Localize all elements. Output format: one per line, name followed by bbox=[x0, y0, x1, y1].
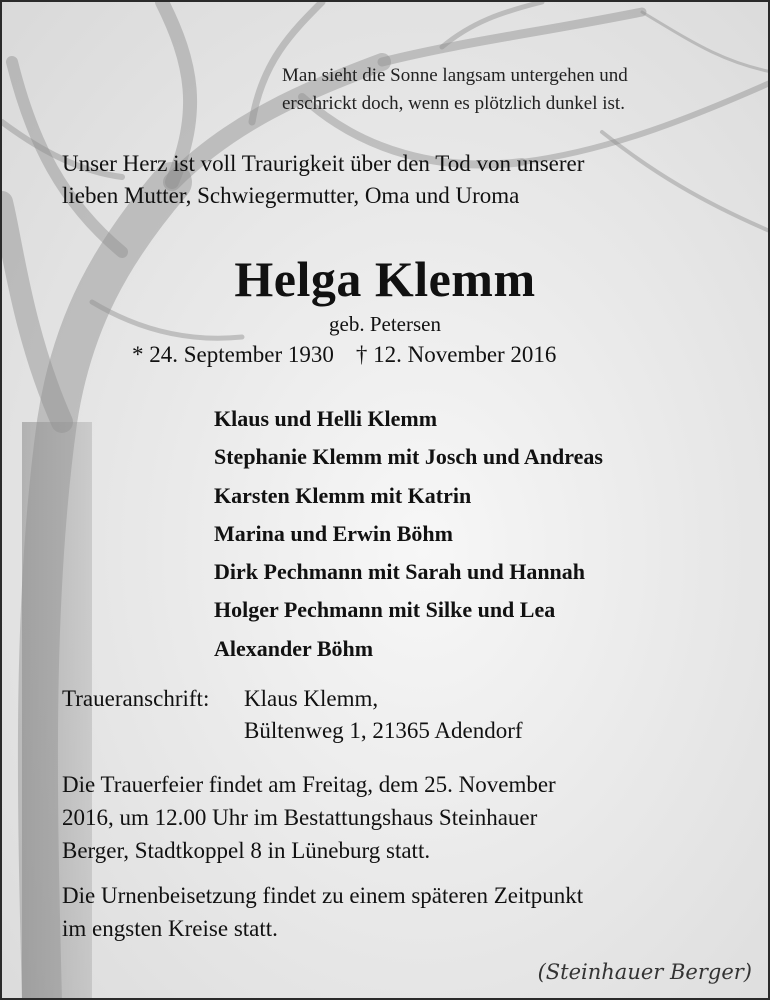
mourner-entry: Holger Pechmann mit Silke und Lea bbox=[214, 597, 556, 623]
mourner-entry: Alexander Böhm bbox=[214, 635, 374, 661]
life-dates bbox=[132, 342, 556, 368]
opening-quote bbox=[282, 62, 628, 118]
mourner-entry: Stephanie Klemm mit Josch und Andreas bbox=[214, 444, 603, 470]
address-line: Klaus Klemm, bbox=[244, 686, 379, 711]
mourner-entry: Dirk Pechmann mit Sarah und Hannah bbox=[214, 559, 586, 585]
mourner-entry: Marina und Erwin Böhm bbox=[214, 520, 453, 546]
birth-name: geb. Petersen bbox=[329, 312, 441, 336]
quote-line: erschrickt doch, wenn es plötzlich dunkel ist. bbox=[282, 93, 625, 114]
mourner-entry: Klaus und Helli Klemm bbox=[214, 406, 438, 431]
quote-line: Man sieht die Sonne langsam untergehen und bbox=[282, 65, 628, 86]
funeral-line: Die Trauerfeier findet am Freitag, dem 25. November bbox=[62, 772, 556, 797]
funeral-info bbox=[62, 768, 556, 867]
intro-text bbox=[62, 148, 584, 212]
funeral-home-signature: (Steinhauer Berger) bbox=[537, 960, 752, 984]
funeral-line: 2016, um 12.00 Uhr im Bestattungshaus Steinhauer bbox=[62, 805, 538, 830]
funeral-line: Berger, Stadtkoppel 8 in Lüneburg statt. bbox=[62, 838, 431, 863]
address-line: Bültenweg 1, 21365 Adendorf bbox=[244, 718, 523, 743]
address-label: Traueranschrift: bbox=[62, 686, 210, 711]
urn-line: im engsten Kreise statt. bbox=[62, 916, 278, 941]
intro-line: Unser Herz ist voll Traurigkeit über den Tod von unserer bbox=[62, 151, 585, 176]
mourner-entry: Karsten Klemm mit Katrin bbox=[214, 482, 472, 508]
mourners-list bbox=[214, 400, 603, 668]
deceased-name: Helga Klemm bbox=[234, 251, 536, 307]
urn-line: Die Urnenbeisetzung findet zu einem späteren Zeitpunkt bbox=[62, 883, 584, 908]
intro-line: lieben Mutter, Schwiegermutter, Oma und Uroma bbox=[62, 183, 520, 208]
birth-date: * 24. September 1930 bbox=[132, 342, 334, 367]
urn-burial-info bbox=[62, 879, 583, 945]
death-date: † 12. November 2016 bbox=[355, 342, 557, 367]
